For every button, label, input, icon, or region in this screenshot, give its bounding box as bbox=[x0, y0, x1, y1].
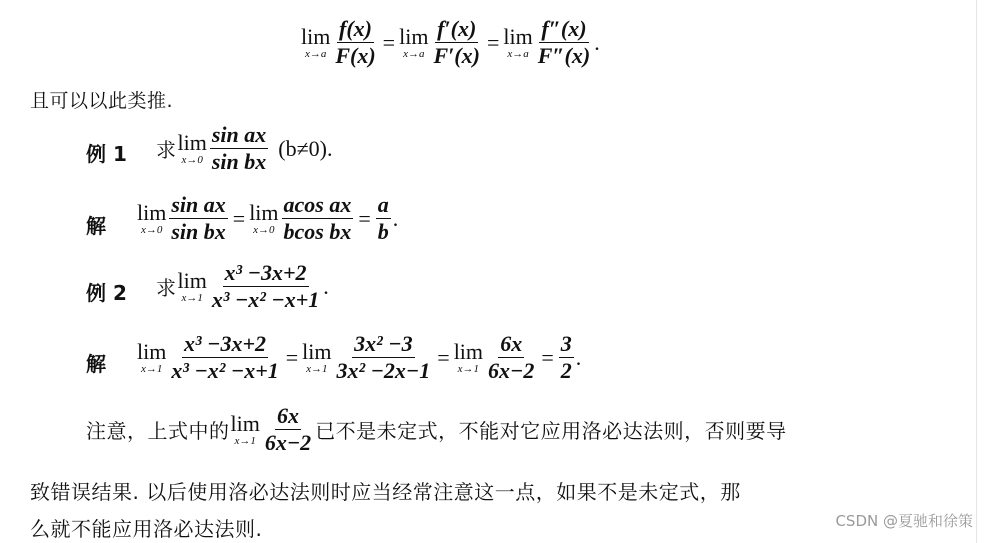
fraction: $\frac{6x}{6x-2}$ bbox=[264, 403, 312, 455]
example-1-formula: 求 lim x→0 $\frac{\text{sin ax}}{\text{sin bx}}$ (b≠0). bbox=[156, 122, 333, 174]
fraction: $\frac{6x}{6x-2}$ bbox=[488, 331, 535, 383]
fraction: $\frac{f''(x)}{F''(x)}$ bbox=[537, 16, 591, 68]
limit-operator: lim x→a bbox=[301, 23, 331, 60]
limit-operator: lim x→1 bbox=[302, 338, 332, 375]
note-line-1: 注意，上式中的 lim x→1 $\frac{6x}{6x-2}$ 已不是未定式，不能对它应用洛必达法则，否则要导 bbox=[86, 403, 787, 455]
limit-operator: lim x→1 bbox=[453, 338, 484, 375]
limit-operator: lim x→1 bbox=[137, 338, 167, 375]
example-2-label: 例 2 bbox=[86, 281, 127, 305]
fraction: $\frac{\text{acos ax}}{\text{bcos bx}}$ bbox=[283, 192, 352, 244]
scan-edge-line bbox=[976, 0, 977, 543]
fraction: $\frac{\text{sin ax}}{\text{sin bx}}$ bbox=[211, 122, 267, 174]
solution-1-formula: lim x→0 $\frac{\text{sin ax}}{\text{sin bx}}$ = lim x→0 $\frac{\text{acos ax}}{\text{bcos bx}}$ = $\frac{a}{b}$ . bbox=[137, 192, 399, 244]
note-line-2: 致错误结果. 以后使用洛必达法则时应当经常注意这一点，如果不是未定式，那 bbox=[30, 480, 741, 504]
solution-2-formula: lim x→1 $\frac{\text{x³ −3x+2}}{\text{x³ −x² −x+1}}$ = lim x→1 $\frac{\text{3x² −3}}{\text{3x² −2x−1}}$ = lim x→1 $\frac{6x}{6x-2}$ = $\frac{3}{2}$ . bbox=[137, 331, 582, 383]
lhopital-chain-formula: lim x→a $\frac{f(x)}{F(x)}$ = lim x→a $\frac{f'(x)}{F'(x)}$ = lim x→a $\frac{f''(x)}{F''(x)}$ . bbox=[301, 16, 600, 68]
limit-operator: lim x→a bbox=[503, 23, 533, 60]
limit-operator: lim x→0 bbox=[177, 129, 207, 166]
fraction: $\frac{\text{x³ −3x+2}}{\text{x³ −x² −x+1}}$ bbox=[171, 331, 279, 383]
csdn-watermark: CSDN @夏驰和徐策 bbox=[835, 512, 973, 530]
limit-operator: lim x→a bbox=[399, 23, 429, 60]
example-2-formula: 求 lim x→1 $\frac{\text{x³ −3x+2}}{\text{x³ −x² −x+1}}$ . bbox=[156, 260, 329, 312]
fraction: $\frac{3}{2}$ bbox=[560, 331, 572, 383]
fraction: $\frac{f'(x)}{F'(x)}$ bbox=[433, 16, 480, 68]
example-1-label: 例 1 bbox=[86, 142, 127, 166]
analogy-sentence: 且可以以此类推. bbox=[30, 90, 174, 112]
fraction: $\frac{f(x)}{F(x)}$ bbox=[335, 16, 376, 68]
fraction: $\frac{\text{3x² −3}}{\text{3x² −2x−1}}$ bbox=[336, 331, 431, 383]
limit-operator: lim x→0 bbox=[249, 199, 279, 236]
solution-2-label: 解 bbox=[86, 352, 106, 376]
solution-1-label: 解 bbox=[86, 214, 106, 238]
note-line-3: 么就不能应用洛必达法则. bbox=[30, 517, 263, 541]
fraction: $\frac{a}{b}$ bbox=[377, 192, 389, 244]
limit-operator: lim x→0 bbox=[137, 199, 167, 236]
fraction: $\frac{\text{sin ax}}{\text{sin bx}}$ bbox=[171, 192, 226, 244]
limit-operator: lim x→1 bbox=[177, 267, 207, 304]
fraction: $\frac{\text{x³ −3x+2}}{\text{x³ −x² −x+1}}$ bbox=[211, 260, 320, 312]
limit-operator: lim x→1 bbox=[230, 410, 260, 447]
